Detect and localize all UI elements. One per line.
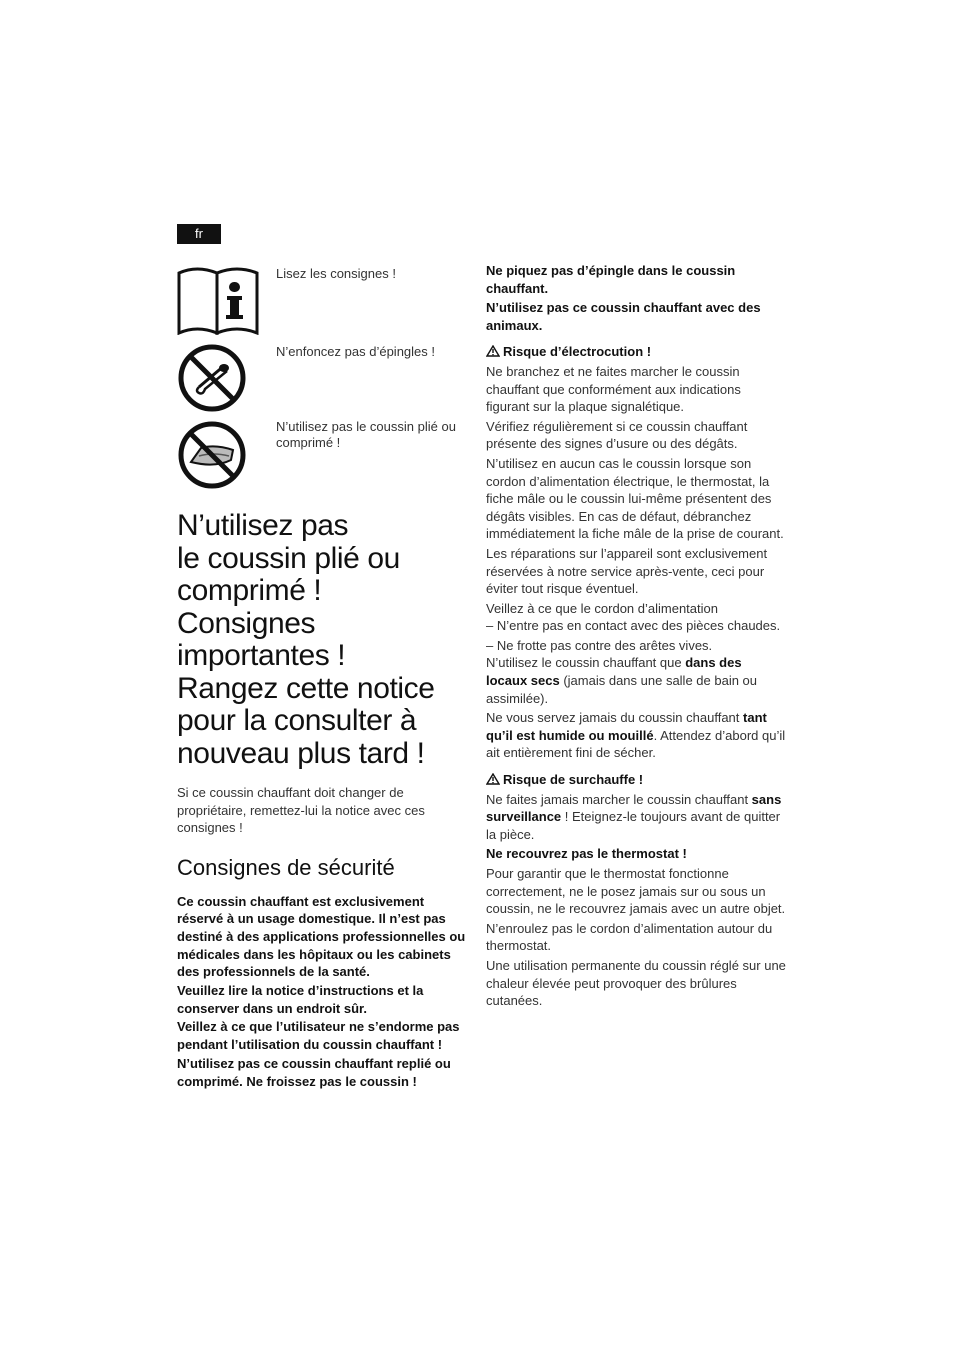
- intro-text: Si ce coussin chauffant doit changer de propriétaire, remettez-lui la notice avec ces consignes !: [177, 785, 425, 835]
- section-title: Consignes de sécurité: [177, 854, 395, 880]
- bold-instruction: Ne recouvrez pas le thermostat !: [486, 846, 687, 862]
- list-item: – N’entre pas en contact avec des pièces chaudes.: [486, 618, 781, 634]
- paragraph: Veillez à ce que le cordon d’alimentation: [486, 600, 718, 616]
- paragraph: Ne branchez et ne faites marcher le coussin chauffant que conformément aux indications figurant sur la plaque signalétique.: [486, 363, 741, 415]
- title-line: le coussin plié ou: [177, 541, 400, 575]
- warning-triangle-icon: [486, 772, 500, 784]
- paragraph: Ne vous servez jamais du coussin chauffant tant qu’il est humide ou mouillé. Attendez d’abord qu’il ait entièrement fini de sécher.: [486, 710, 786, 761]
- warning-heading: [486, 771, 786, 789]
- paragraph: N’utilisez en aucun cas le coussin lorsque son cordon d’alimentation électrique, le thermostat, la fiche mâle ou le coussin lui-même présentent des dégâts visibles. En cas de défaut, débranchez immédiatement la fiche mâle de la prise de courant.: [486, 455, 784, 542]
- paragraph: N’enroulez pas le cordon d’alimentation autour du thermostat.: [486, 920, 773, 954]
- safety-paragraph: Veuillez lire la notice d’instructions et la conserver dans un endroit sûr.: [177, 983, 424, 1016]
- paragraph: N’utilisez le coussin chauffant que dans des locaux secs (jamais dans une salle de bain ou assimilée).: [486, 655, 758, 706]
- warning-heading: [486, 343, 786, 361]
- right-column: [486, 262, 786, 1012]
- title-line: Rangez cette notice: [177, 671, 435, 705]
- safety-paragraph: N’utilisez pas ce coussin chauffant replié ou comprimé. Ne froissez pas le coussin !: [177, 1055, 451, 1089]
- paragraph: Les réparations sur l’appareil sont exclusivement réservées à notre service après-vente, ceci pour éviter tout risque éventuel.: [486, 545, 768, 597]
- left-column: [177, 510, 473, 1091]
- safety-paragraph: Ce coussin chauffant est exclusivement réservé à un usage domestique. Il n’est pas destiné à des applications professionnelles ou médicales dans les hôpitaux ou les cabinets des professionnels de la santé.: [177, 893, 466, 980]
- title-line: Consignes: [177, 606, 316, 640]
- warning-text: Risque de surchauffe !: [503, 772, 644, 788]
- title-line: importantes !: [177, 639, 346, 672]
- warning-text: Risque d’électrocution !: [503, 344, 652, 360]
- no-pins-caption: N’enfoncez pas d’épingles !: [276, 344, 435, 359]
- title-line: nouveau plus tard !: [177, 736, 425, 770]
- safety-paragraph: Veillez à ce que l’utilisateur ne s’endorme pas pendant l’utilisation du coussin chauffant !: [177, 1019, 460, 1053]
- paragraph: Pour garantir que le thermostat fonctionne correctement, ne le posez jamais sur ou sous un coussin, ne le recouvrez jamais avec un autre objet.: [486, 866, 786, 917]
- no-folded-caption: N’utilisez pas le coussin plié ou comprimé !: [276, 419, 456, 450]
- list-item: – Ne frotte pas contre des arêtes vives.: [486, 637, 713, 653]
- main-title: [177, 510, 473, 770]
- bold-instruction: Ne piquez pas d’épingle dans le coussin chauffant.: [486, 263, 736, 296]
- language-tab: fr: [177, 224, 221, 244]
- warning-triangle-icon: [486, 344, 500, 356]
- bold-instruction: N’utilisez pas ce coussin chauffant avec des animaux.: [486, 300, 761, 333]
- no-folded-cushion-icon: [177, 420, 247, 490]
- title-line: pour la consulter à: [177, 704, 417, 737]
- info-book-icon: [177, 265, 259, 335]
- no-pins-icon: [177, 343, 247, 413]
- paragraph: Vérifiez régulièrement si ce coussin chauffant présente des signes d’usure ou des dégâts.: [486, 418, 748, 452]
- paragraph: Ne faites jamais marcher le coussin chauffant sans surveillance ! Eteignez-le toujours avant de quitter la pièce.: [486, 791, 782, 842]
- info-caption: Lisez les consignes !: [276, 266, 396, 281]
- title-line: comprimé !: [177, 574, 322, 607]
- paragraph: Une utilisation permanente du coussin réglé sur une chaleur élevée peut provoquer des brûlures cutanées.: [486, 957, 786, 1009]
- title-line: N’utilisez pas: [177, 509, 349, 542]
